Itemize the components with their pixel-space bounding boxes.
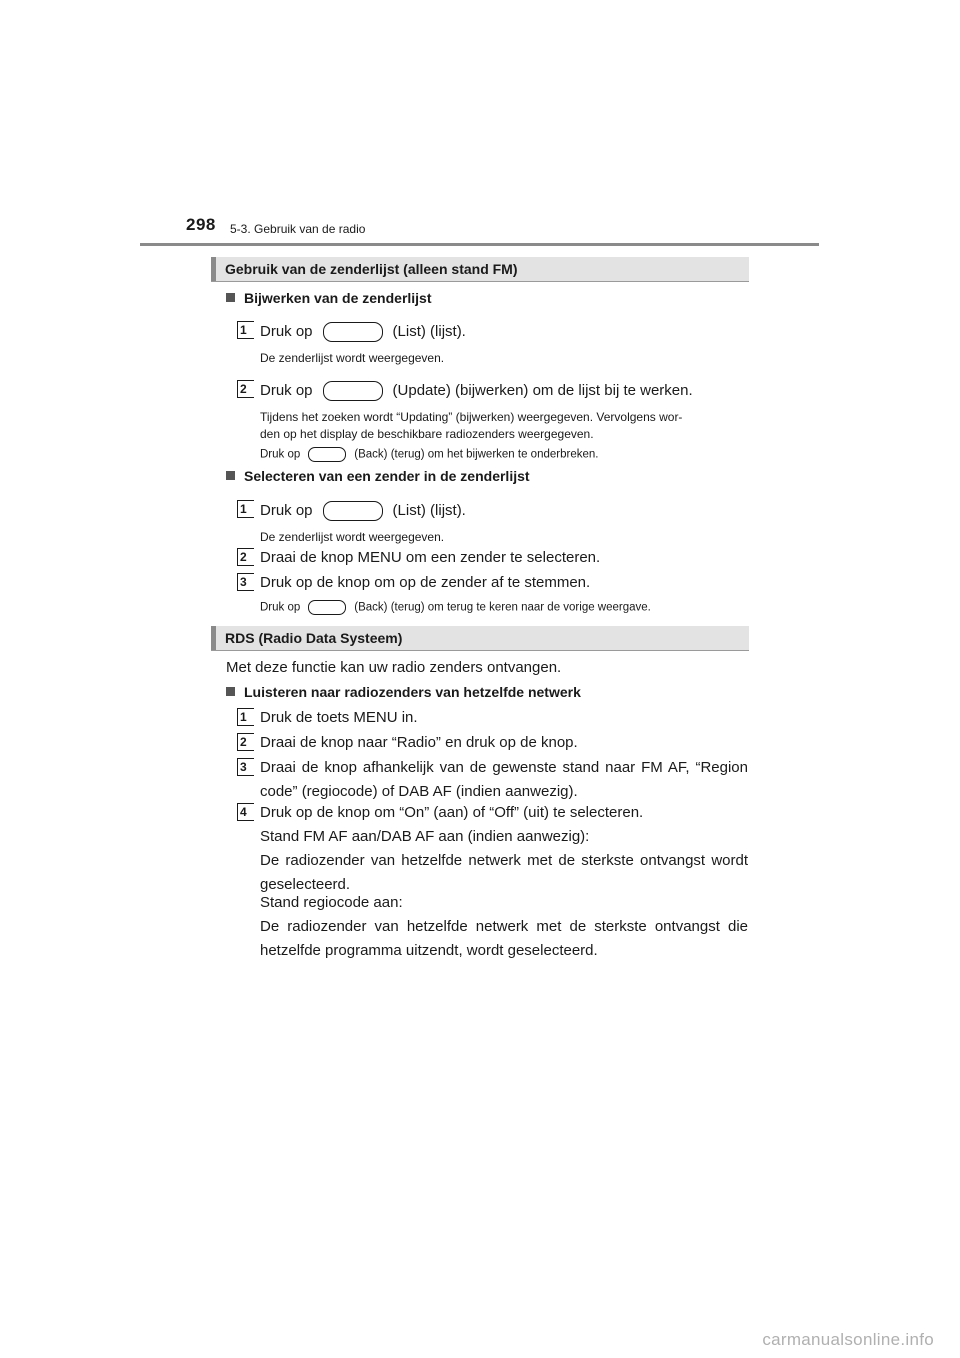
step-text: Druk op de knop om “On” (aan) of “Off” (uit) te selecteren. bbox=[260, 804, 644, 821]
step-number-3: 3 bbox=[237, 758, 254, 776]
step-number-2: 2 bbox=[237, 733, 254, 751]
step-note: Druk op (Back) (terug) om terug te keren naar de vorige weergave. bbox=[260, 601, 651, 614]
section-title: RDS (Radio Data Systeem) bbox=[225, 630, 403, 646]
square-bullet-icon bbox=[226, 687, 235, 696]
step-note: Tijdens het zoeken wordt “Updating” (bijwerken) weergegeven. Vervolgens wor- bbox=[260, 410, 683, 424]
mode-description-af: Stand FM AF aan/DAB AF aan (indien aanwezig): De radiozender van hetzelfde netwerk met de sterkste ontvangst wordt geselecteerd. bbox=[260, 828, 748, 893]
step-text: Draai de knop afhankelijk van de gewenste stand naar FM AF, “Region code” (regiocode) of DAB AF (indien aanwezig). bbox=[260, 759, 748, 800]
step-number-4: 4 bbox=[237, 803, 254, 821]
step-text: Druk op (List) (lijst). bbox=[260, 322, 466, 342]
header-rule bbox=[140, 243, 819, 246]
chapter-title: 5-3. Gebruik van de radio bbox=[230, 222, 366, 236]
step-number-2: 2 bbox=[237, 548, 254, 566]
step-note: den op het display de beschikbare radiozenders weergegeven. bbox=[260, 427, 594, 441]
step-number-1: 1 bbox=[237, 500, 254, 518]
step-note: De zenderlijst wordt weergegeven. bbox=[260, 351, 445, 365]
step-text: Draai de knop naar “Radio” en druk op de knop. bbox=[260, 734, 578, 751]
step-number-2: 2 bbox=[237, 380, 254, 398]
subheading-update-list: Bijwerken van de zenderlijst bbox=[226, 290, 432, 306]
step-number-3: 3 bbox=[237, 573, 254, 591]
section-title: Gebruik van de zenderlijst (alleen stand FM) bbox=[225, 261, 518, 277]
section-marker bbox=[211, 626, 216, 650]
step-note: Druk op (Back) (terug) om het bijwerken te onderbreken. bbox=[260, 448, 599, 461]
list-button-icon bbox=[323, 501, 383, 521]
step-number-1: 1 bbox=[237, 321, 254, 339]
square-bullet-icon bbox=[226, 293, 235, 302]
page-number: 298 bbox=[186, 215, 216, 234]
section-heading-station-list bbox=[211, 257, 749, 282]
section-marker bbox=[211, 257, 216, 281]
step-text: Druk de toets MENU in. bbox=[260, 709, 418, 726]
square-bullet-icon bbox=[226, 471, 235, 480]
list-button-icon bbox=[323, 322, 383, 342]
back-button-icon bbox=[308, 447, 346, 462]
update-button-icon bbox=[323, 381, 383, 401]
step-note: De zenderlijst wordt weergegeven. bbox=[260, 530, 445, 544]
step-text: Druk op de knop om op de zender af te stemmen. bbox=[260, 574, 591, 591]
step-text: Druk op (Update) (bijwerken) om de lijst bij te werken. bbox=[260, 381, 693, 401]
section-intro: Met deze functie kan uw radio zenders ontvangen. bbox=[226, 659, 562, 676]
section-heading-rds bbox=[211, 626, 749, 651]
step-number-1: 1 bbox=[237, 708, 254, 726]
subheading-same-network: Luisteren naar radiozenders van hetzelfde netwerk bbox=[226, 684, 581, 700]
step-text: Draai de knop MENU om een zender te selecteren. bbox=[260, 549, 601, 566]
subheading-select-station: Selecteren van een zender in de zenderlijst bbox=[226, 468, 530, 484]
back-button-icon bbox=[308, 600, 346, 615]
watermark: carmanualsonline.info bbox=[762, 1330, 934, 1349]
mode-description-region: Stand regiocode aan: De radiozender van hetzelfde netwerk met de sterkste ontvangst die hetzelfde programma uitzendt, wordt geselecteerd. bbox=[260, 894, 748, 959]
step-text: Druk op (List) (lijst). bbox=[260, 501, 466, 521]
